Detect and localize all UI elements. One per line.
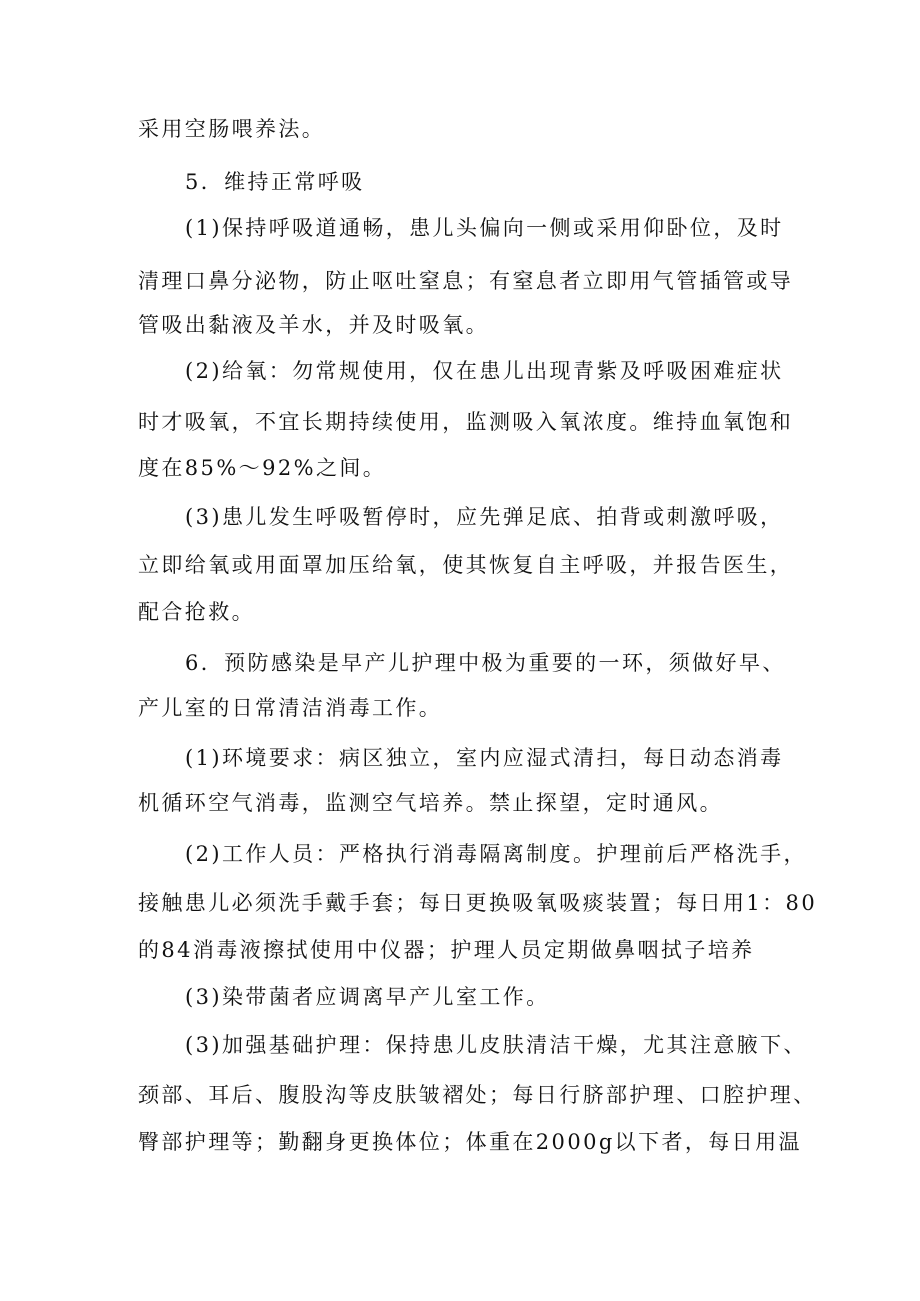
text-line: 采用空肠喂养法。 — [138, 117, 326, 141]
text-line: 清理口鼻分泌物，防止呕吐窒息；有窒息者立即用气管插管或导 — [138, 269, 794, 293]
section-heading: 6．预防感染是早产儿护理中极为重要的一环，须做好早、 — [185, 651, 786, 675]
text-line: (3)加强基础护理：保持患儿皮肤清洁干燥，尤其注意腋下、 — [185, 1033, 807, 1057]
text-line: 时才吸氧，不宜长期持续使用，监测吸入氧浓度。维持血氧饱和 — [138, 410, 794, 434]
text-line: (3)染带菌者应调离早产儿室工作。 — [185, 985, 550, 1009]
text-line: 颈部、耳后、腹股沟等皮肤皱褶处；每日行脐部护理、口腔护理、 — [138, 1083, 817, 1107]
section-heading: 5．维持正常呼吸 — [185, 170, 365, 194]
text-line: 产儿室的日常清洁消毒工作。 — [138, 696, 443, 720]
text-line: 管吸出黏液及羊水，并及时吸氧。 — [138, 313, 489, 337]
text-line: (3)患儿发生呼吸暂停时，应先弹足底、拍背或刺激呼吸， — [185, 505, 784, 529]
text-line: 机循环空气消毒，监测空气培养。禁止探望，定时通风。 — [138, 791, 723, 815]
text-line: (2)给氧：勿常规使用，仅在患儿出现青紫及呼吸困难症状 — [185, 359, 784, 383]
text-line: 度在85%～92%之间。 — [138, 456, 387, 480]
text-line: 配合抢救。 — [138, 600, 255, 624]
text-line: (2)工作人员：严格执行消毒隔离制度。护理前后严格洗手， — [185, 842, 807, 866]
text-line: 臀部护理等；勤翻身更换体位；体重在2000g以下者，每日用温 — [138, 1130, 802, 1154]
text-line: (1)环境要求：病区独立，室内应湿式清扫，每日动态消毒 — [185, 746, 784, 770]
text-line: 的84消毒液擦拭使用中仪器；护理人员定期做鼻咽拭子培养 — [138, 938, 755, 962]
text-line: 立即给氧或用面罩加压给氧，使其恢复自主呼吸，并报告医生， — [138, 553, 794, 577]
text-line: (1)保持呼吸道通畅，患儿头偏向一侧或采用仰卧位，及时 — [185, 216, 784, 240]
text-line: 接触患儿必须洗手戴手套；每日更换吸氧吸痰装置；每日用1：80 — [138, 891, 818, 915]
